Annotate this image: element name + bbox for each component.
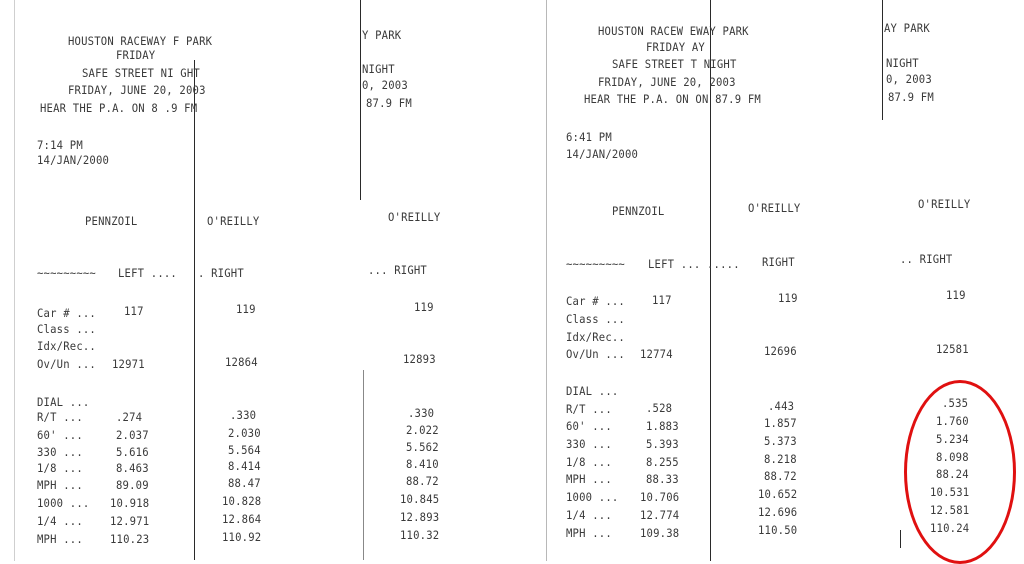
left-60: 1.883 (646, 419, 679, 433)
right-1000: 10.531 (930, 485, 970, 499)
paper-edge (360, 0, 361, 200)
row-label: Class ... (566, 312, 625, 326)
left-quarter: 12.774 (640, 508, 680, 522)
left-1000: 10.918 (110, 496, 150, 510)
right-330: 5.234 (936, 432, 969, 446)
right-ovun: 12864 (225, 355, 258, 369)
header-line: HOUSTON RACEW EWAY PARK (598, 24, 749, 38)
right-eighth: 8.218 (764, 452, 797, 466)
row-label: MPH ... (37, 532, 83, 546)
timeslip-b (356, 0, 546, 561)
left-ovun: 12774 (640, 347, 673, 361)
right-mph2: 110.92 (222, 530, 262, 544)
left-quarter: 12.971 (110, 514, 150, 528)
right-rt: .535 (942, 396, 969, 410)
paper-edge (363, 370, 364, 560)
dashes: ~~~~~~~~~ (37, 266, 96, 280)
time: 6:41 PM (566, 130, 612, 144)
left-60: 2.037 (116, 428, 149, 442)
left-eighth: 8.463 (116, 461, 149, 475)
row-label: Ov/Un ... (37, 357, 96, 371)
lane-right: RIGHT (762, 255, 795, 269)
row-label: Class ... (37, 322, 96, 336)
row-label: R/T ... (566, 402, 612, 416)
left-1000: 10.706 (640, 490, 680, 504)
right-ovun: 12893 (403, 352, 436, 366)
left-car: 117 (652, 293, 672, 307)
row-label: 1/8 ... (566, 455, 612, 469)
paper-edge (900, 530, 901, 548)
row-label: 60' ... (37, 428, 83, 442)
right-car: 119 (414, 300, 434, 314)
header-line: 87.9 FM (366, 96, 412, 110)
row-label: R/T ... (37, 410, 83, 424)
right-car: 119 (946, 288, 966, 302)
header-line: HEAR THE P.A. ON ON 87.9 FM (584, 92, 761, 106)
row-label: 1000 ... (37, 496, 90, 510)
lane-right: . RIGHT (198, 266, 244, 280)
right-mph1: 88.72 (406, 474, 439, 488)
left-rt: .528 (646, 401, 673, 415)
sponsor-right: O'REILLY (748, 201, 801, 215)
date: 14/JAN/2000 (37, 153, 110, 167)
left-mph1: 89.09 (116, 478, 149, 492)
right-mph1: 88.72 (764, 469, 797, 483)
row-label: 60' ... (566, 419, 612, 433)
paper-edge (882, 0, 883, 120)
right-mph1: 88.24 (936, 467, 969, 481)
row-label: Car # ... (566, 294, 625, 308)
dashes: ~~~~~~~~~ (566, 257, 625, 271)
row-label: 1/4 ... (37, 514, 83, 528)
row-label: 1/8 ... (37, 461, 83, 475)
highlight-circle (904, 380, 1016, 564)
row-label: 1000 ... (566, 490, 619, 504)
row-label: 1/4 ... (566, 508, 612, 522)
paper-edge (546, 0, 547, 561)
left-330: 5.393 (646, 437, 679, 451)
row-label: DIAL ... (566, 384, 619, 398)
lane-right: .. RIGHT (900, 252, 953, 266)
row-label: 330 ... (566, 437, 612, 451)
sponsor-right: O'REILLY (918, 197, 971, 211)
row-label: MPH ... (566, 472, 612, 486)
row-label: 330 ... (37, 445, 83, 459)
right-60: 2.022 (406, 423, 439, 437)
paper-edge (14, 0, 15, 561)
header-line: NIGHT (362, 62, 395, 76)
left-eighth: 8.255 (646, 455, 679, 469)
header-line: HEAR THE P.A. ON 8 .9 FM (40, 101, 198, 115)
header-line: FRIDAY (116, 48, 156, 62)
header-line: HOUSTON RACEWAY F PARK (68, 34, 213, 48)
row-label: MPH ... (566, 526, 612, 540)
right-330: 5.373 (764, 434, 797, 448)
left-ovun: 12971 (112, 357, 145, 371)
header-line: FRIDAY, JUNE 20, 2003 (598, 75, 736, 89)
right-mph1: 88.47 (228, 476, 261, 490)
row-label: Car # ... (37, 306, 96, 320)
left-mph1: 88.33 (646, 472, 679, 486)
header-line: 0, 2003 (886, 72, 932, 86)
right-1000: 10.845 (400, 492, 440, 506)
header-line: FRIDAY AY (646, 40, 705, 54)
right-1000: 10.652 (758, 487, 798, 501)
left-car: 117 (124, 304, 144, 318)
right-quarter: 12.581 (930, 503, 970, 517)
right-eighth: 8.410 (406, 457, 439, 471)
right-rt: .330 (408, 406, 435, 420)
left-rt: .274 (116, 410, 143, 424)
header-line: 87.9 FM (888, 90, 934, 104)
right-rt: .443 (768, 399, 795, 413)
sponsor-left: PENNZOIL (612, 204, 665, 218)
header-line: Y PARK (362, 28, 402, 42)
right-60: 2.030 (228, 426, 261, 440)
right-eighth: 8.098 (936, 450, 969, 464)
header-line: SAFE STREET T NIGHT (612, 57, 737, 71)
left-mph2: 109.38 (640, 526, 680, 540)
left-mph2: 110.23 (110, 532, 150, 546)
row-label: Idx/Rec.. (37, 339, 96, 353)
header-line: FRIDAY, JUNE 20, 2003 (68, 83, 206, 97)
sponsor-right: O'REILLY (207, 214, 260, 228)
right-car: 119 (778, 291, 798, 305)
lane-left: LEFT ... ..... (648, 257, 740, 271)
row-label: Ov/Un ... (566, 347, 625, 361)
row-label: Idx/Rec.. (566, 330, 625, 344)
right-ovun: 12581 (936, 342, 969, 356)
right-mph2: 110.50 (758, 523, 798, 537)
right-60: 1.760 (936, 414, 969, 428)
sponsor-left: PENNZOIL (85, 214, 138, 228)
timeslip-c (546, 0, 876, 561)
right-car: 119 (236, 302, 256, 316)
right-quarter: 12.864 (222, 512, 262, 526)
timeslip-a (0, 0, 360, 561)
left-330: 5.616 (116, 445, 149, 459)
sponsor-right: O'REILLY (388, 210, 441, 224)
right-eighth: 8.414 (228, 459, 261, 473)
right-mph2: 110.24 (930, 521, 970, 535)
right-1000: 10.828 (222, 494, 262, 508)
right-mph2: 110.32 (400, 528, 440, 542)
time: 7:14 PM (37, 138, 83, 152)
right-rt: .330 (230, 408, 257, 422)
right-60: 1.857 (764, 416, 797, 430)
row-label: DIAL ... (37, 395, 90, 409)
row-label: MPH ... (37, 478, 83, 492)
lane-left: LEFT .... (118, 266, 177, 280)
tear-line (194, 60, 195, 560)
date: 14/JAN/2000 (566, 147, 639, 161)
right-330: 5.564 (228, 443, 261, 457)
right-quarter: 12.893 (400, 510, 440, 524)
right-330: 5.562 (406, 440, 439, 454)
lane-right: ... RIGHT (368, 263, 427, 277)
header-line: 0, 2003 (362, 78, 408, 92)
header-line: AY PARK (884, 21, 930, 35)
right-ovun: 12696 (764, 344, 797, 358)
right-quarter: 12.696 (758, 505, 798, 519)
header-line: SAFE STREET NI GHT (82, 66, 200, 80)
header-line: NIGHT (886, 56, 919, 70)
